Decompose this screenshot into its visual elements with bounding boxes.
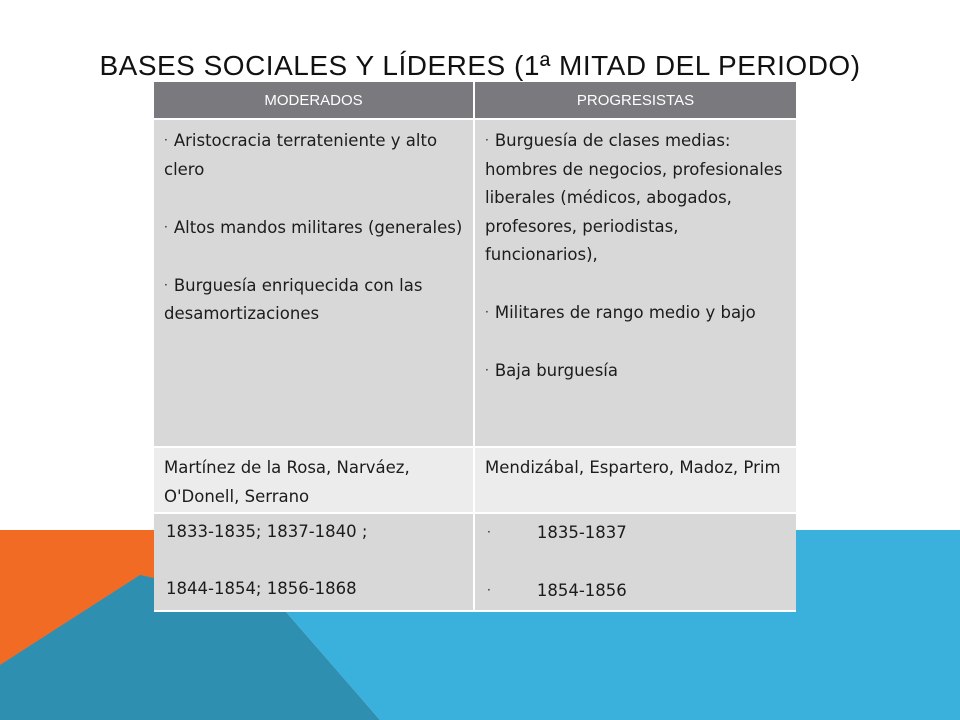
progresistas-periods xyxy=(474,513,796,611)
moderados-social-bases xyxy=(154,119,474,447)
progresistas-leaders: Mendizábal, Espartero, Madoz, Prim xyxy=(474,447,796,513)
list-item: · Burguesía de clases medias: hombres de negocios, profesionales liberales (médicos, abogados, profesores, periodistas, funcionarios), xyxy=(485,131,783,264)
list-item: · Aristocracia terrateniente y alto clero xyxy=(164,131,438,179)
header-moderados: MODERADOS xyxy=(154,82,474,119)
bullet-icon: · xyxy=(485,305,489,319)
list-item: · 1854-1856 xyxy=(487,581,627,600)
header-progresistas: PROGRESISTAS xyxy=(474,82,796,119)
bullet-icon: · xyxy=(487,583,491,597)
moderados-periods xyxy=(154,513,474,611)
bullet-icon: · xyxy=(164,133,168,147)
comparison-table xyxy=(154,82,796,612)
bullet-icon: · xyxy=(164,277,168,292)
bullet-icon: · xyxy=(487,525,491,539)
period-text: 1833-1835; 1837-1840 ; xyxy=(166,522,368,541)
period-text: 1844-1854; 1856-1868 xyxy=(166,579,357,598)
list-item: · Baja burguesía xyxy=(485,361,618,380)
list-item: · 1835-1837 xyxy=(487,523,627,542)
list-item: · Burguesía enriquecida con las desamortizaciones xyxy=(164,275,423,323)
list-item: · Militares de rango medio y bajo xyxy=(485,303,756,322)
periods-row xyxy=(154,513,796,611)
list-item: · Altos mandos militares (generales) xyxy=(164,217,463,237)
header-row xyxy=(154,82,796,119)
bullet-icon: · xyxy=(164,219,168,234)
bullet-icon: · xyxy=(485,363,489,377)
slide-title: BASES SOCIALES Y LÍDERES (1ª MITAD DEL PERIODO) xyxy=(99,50,861,81)
progresistas-social-bases xyxy=(474,119,796,447)
leaders-row xyxy=(154,447,796,513)
bullet-icon: · xyxy=(485,133,489,147)
social-bases-row xyxy=(154,119,796,447)
moderados-leaders: Martínez de la Rosa, Narváez, O'Donell, Serrano xyxy=(154,447,474,513)
